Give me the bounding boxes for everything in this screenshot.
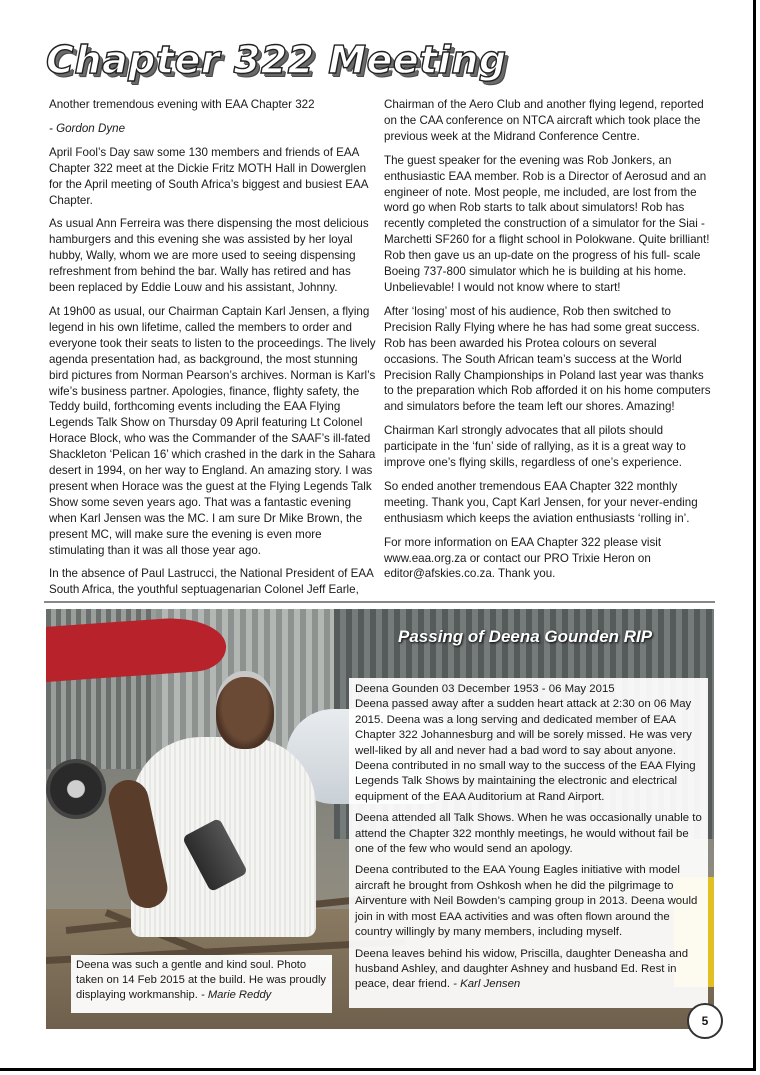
article-paragraph: At 19h00 as usual, our Chairman Captain Karl Jensen, a flying legend in his own lifetime, called the members to order and everyone took their seats to listen to the proceedings. The lively agenda presentation had, as background, the most stunning bird pictures from Norman Pearson’s archives. Norman is Karl’s wife’s business partner. Apologies, finance, flighty safety, the Teddy build, forthcoming events including the EAA Flying Legends Talk Show on Thursday 09 April featuring Lt Colonel Horace Block, who was the Commander of the SAAF’s ill-fated Shackleton ‘Pelican 16’ which crashed in the dark in the Sahara desert in 1994, on her way to England. An amazing story. I was present when Horace was the guest at the Flying Legends Talk Show some seven years ago. That was a fantastic evening when Karl Jensen was the MC. I am sure Dr Mike Brown, the present MC, will make sure the evening is even more stimulating than it was all those year ago. — [49, 304, 376, 557]
article-paragraph: As usual Ann Ferreira was there dispensing the most delicious hamburgers and this evening she was assisted by her loyal hubby, Wally, whom we are more used to seeing dispensing refreshment from behind the bar. Wally has retired and has been replaced by Eddie Louw and his assistant, Johnny. — [49, 217, 369, 295]
article-paragraph: In the absence of Paul Lastrucci, the National President of EAA South Africa, the youthful septuagenarian Colonel Jeff Earle, — [49, 567, 374, 597]
page-number: 5 — [687, 1003, 723, 1039]
person-head — [216, 677, 274, 749]
tribute-signature: - Karl Jensen — [453, 978, 521, 991]
photo-caption — [71, 955, 332, 1013]
article-paragraph: Chairman Karl strongly advocates that all pilots should participate in the ‘fun’ side of rallying, as it is a great way to improve one’s flying skills, regardless of one’s experience. — [384, 424, 686, 470]
tribute-paragraph — [355, 947, 703, 993]
article-column-right — [384, 97, 712, 590]
article-paragraph: Chairman of the Aero Club and another flying legend, reported on the CAA conference on NTCA aircraft which took place the previous week at the Midrand Conference Centre. — [384, 98, 704, 143]
article-intro: Another tremendous evening with EAA Chapter 322 — [49, 98, 315, 111]
tribute-paragraph: Deena passed away after a sudden heart attack at 2:30 on 06 May 2015. Deena was a long serving and dedicated member of EAA Chapter 322 Johannesburg and will be sorely missed. He was very well-liked by all and never had a bad word to say about anyone. Deena contributed in no small way to the success of the EAA Flying Legends Talk Shows by maintaining the electronic and electrical equipment of the EAA Auditorium at Rand Airport. — [355, 698, 696, 803]
tribute-paragraph: Deena attended all Talk Shows. When he was occasionally unable to attend the Chapter 322 monthly meetings, he would without fail be one of the few who would send an apology. — [355, 812, 702, 856]
caption-signature: - Marie Reddy — [201, 989, 272, 1002]
tribute-closing: Deena leaves behind his widow, Priscilla, daughter Deneasha and husband Ashley, and daughter Ashney and husband Ed. Rest in peace, dear friend. — [355, 947, 689, 991]
article-paragraph: So ended another tremendous EAA Chapter 322 monthly meeting. Thank you, Capt Karl Jensen, for your never-ending enthusiasm which keeps the aviation enthusiasts ‘rolling in’. — [384, 479, 698, 525]
aircraft-wheel — [46, 759, 106, 819]
section-divider — [44, 601, 715, 603]
article-contact: For more information on EAA Chapter 322 please visit www.eaa.org.za or contact our PRO Trixie Heron on editor@afskies.co.za. Thank you. — [384, 535, 662, 581]
article-byline: - Gordon Dyne — [49, 121, 126, 135]
article-paragraph: After ‘losing’ most of his audience, Rob then switched to Precision Rally Flying where he has had some great success. Rob has been awarded his Protea colours on several occasions. The South African team’s success at the World Precision Rally Championships in Poland last year was thanks to the preparation which Rob afforded it on his home computers and simulators before the team left our shores. Amazing! — [384, 304, 711, 414]
article-paragraph: April Fool’s Day saw some 130 members and friends of EAA Chapter 322 meet at the Dickie Fritz MOTH Hall in Dowerglen for the April meeting of South Africa’s biggest and busiest EAA Chapter. — [49, 145, 368, 207]
tribute-paragraph: Deena contributed to the EAA Young Eagles initiative with model aircraft he brought from Oshkosh when he did the pilgrimage to Airventure with Neil Bowden’s camping group in 2013. Deena would join in with most EAA activities and was often flown around the country willingly by many members, including myself. — [355, 864, 698, 939]
tribute-dates: Deena Gounden 03 December 1953 - 06 May 2015 — [355, 683, 615, 695]
page-title: Chapter 322 Meeting — [46, 38, 507, 82]
caption-text: Deena was such a gentle and kind soul. Photo taken on 14 Feb 2015 at the build. He was proudly displaying workmanship. — [76, 959, 327, 1002]
article-column-left — [49, 97, 377, 606]
article-paragraph: The guest speaker for the evening was Rob Jonkers, an enthusiastic EAA member. Rob is a Director of Aerosud and an engineer of note. Most people, me included, are lost from the word go when Rob starts to talk about simulators! Rob has recently completed the construction of a simulator for the Siai -Marchetti SF260 for a flight school in Polokwane. Quite brilliant! Rob then gave us an up-date on the progress of his full- scale Boeing 737-800 simulator which he is building at his home. Unbelievable! I would not know where to start! — [384, 153, 710, 294]
tribute-heading: Passing of Deena Gounden RIP — [398, 627, 653, 646]
tribute-text-box — [349, 678, 708, 1008]
